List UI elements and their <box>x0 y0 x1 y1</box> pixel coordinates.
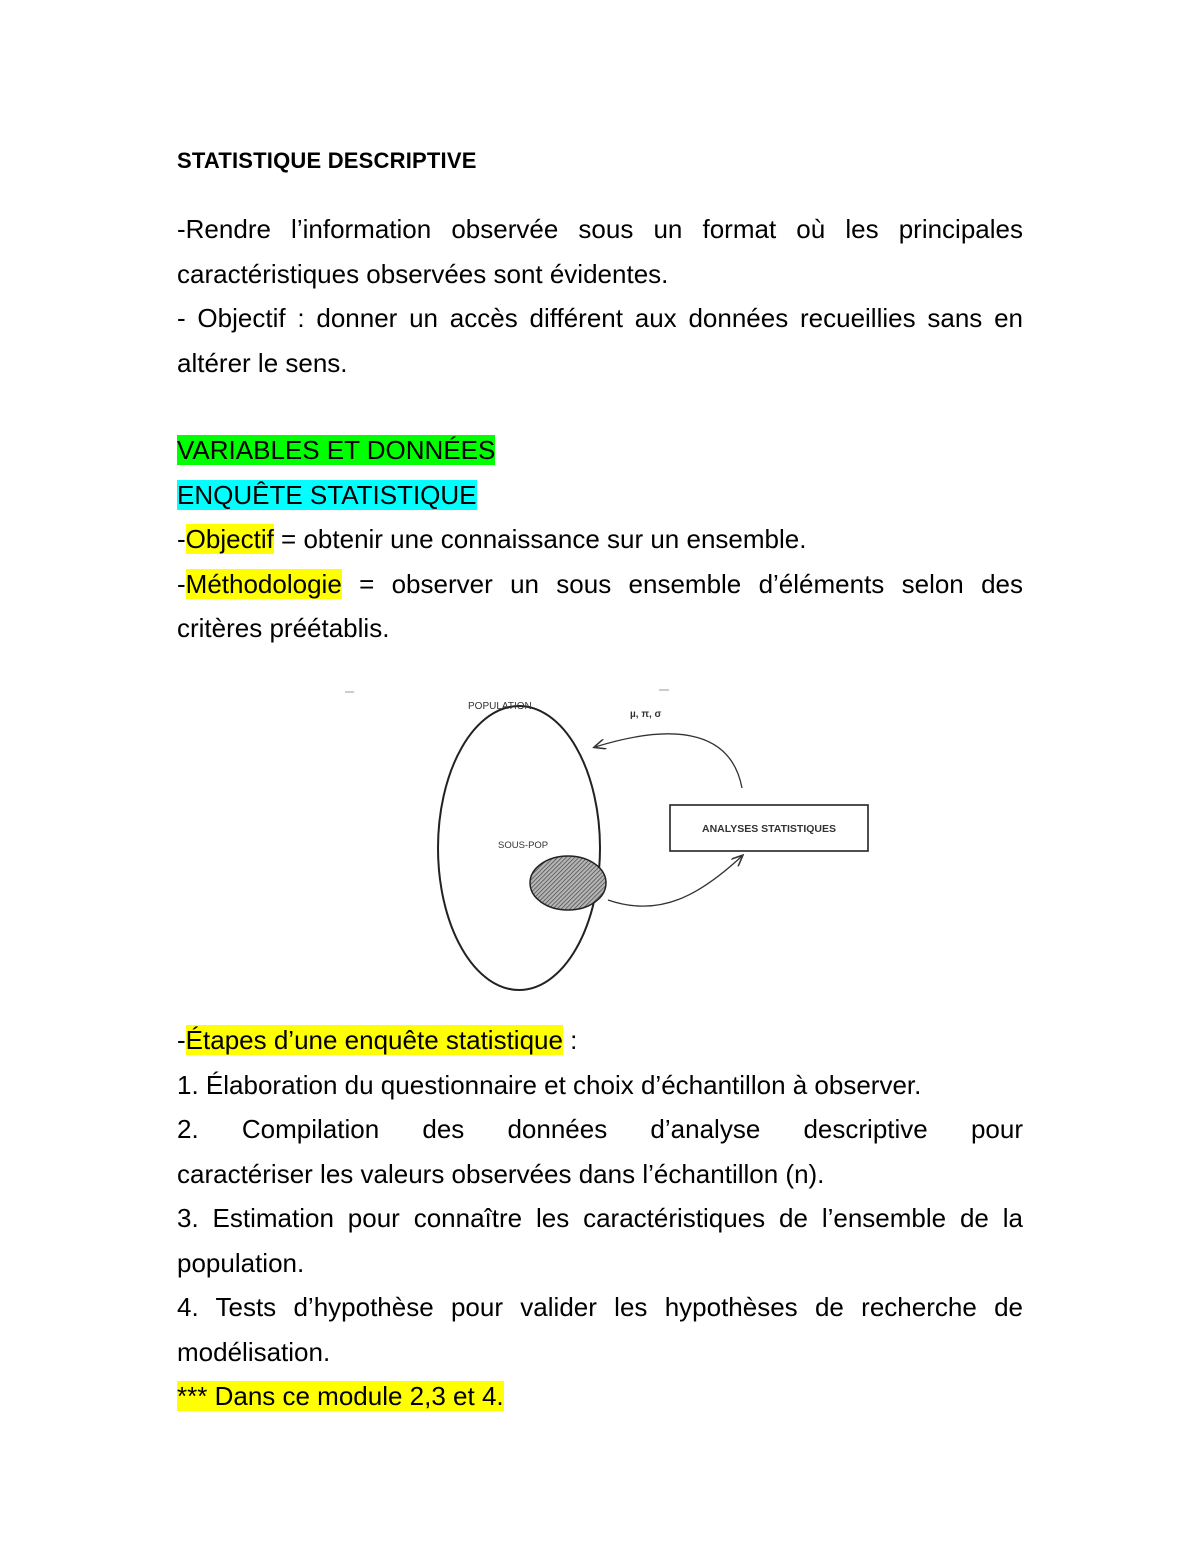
step-1: 1. Élaboration du questionnaire et choix d’échantillon à observer. <box>177 1069 922 1100</box>
step-2-word: pour <box>970 1114 1023 1144</box>
steps-intro-suffix: : <box>562 1025 578 1055</box>
step-2-word: descriptive <box>803 1114 928 1144</box>
methodo-label: Méthodologie <box>185 568 342 599</box>
step-2-word: d’analyse <box>650 1114 761 1144</box>
arrow-to-analyses <box>608 856 742 906</box>
diagram-svg <box>340 680 880 1000</box>
step-2-word: 2. <box>177 1114 199 1144</box>
methodo-line <box>177 562 1023 651</box>
heading-enquete-text: ENQUÊTE STATISTIQUE <box>177 479 477 510</box>
intro-paragraph-2: - Objectif : donner un accès différent aux données recueillies sans en altérer le sens. <box>177 303 1023 378</box>
steps-intro-prefix: - <box>177 1025 186 1055</box>
steps-intro-label: Étapes d’une enquête statistique <box>185 1025 563 1055</box>
step-2-word: Compilation <box>241 1114 380 1144</box>
methodo-prefix: - <box>177 568 186 599</box>
subpop-label: SOUS-POP <box>498 840 549 851</box>
heading-variables <box>177 428 1023 473</box>
step-2-word: des <box>422 1114 465 1144</box>
step-2-first-line <box>177 1107 1023 1152</box>
intro-paragraph-1: -Rendre l’information observée sous un format où les principales caractéristiques observées sont évidentes. <box>177 214 1023 289</box>
arrow-to-population <box>595 734 742 788</box>
params-label: µ, π, σ <box>630 709 662 720</box>
steps-block <box>177 1018 1023 1419</box>
intro-block <box>177 207 1023 385</box>
population-label: POPULATION <box>468 701 532 712</box>
section-block <box>177 428 1023 651</box>
population-diagram <box>340 680 880 1000</box>
heading-enquete <box>177 473 1023 518</box>
analyses-label: ANALYSES STATISTIQUES <box>702 823 836 835</box>
heading-variables-text: VARIABLES ET DONNÉES <box>177 435 496 465</box>
subpop-ellipse <box>530 856 606 910</box>
methodo-text: = observer un sous ensemble d’éléments selon des critères préétablis. <box>177 568 1023 643</box>
steps-intro <box>177 1018 1023 1063</box>
document-title: STATISTIQUE DESCRIPTIVE <box>177 148 477 173</box>
step-2-word: données <box>507 1114 608 1144</box>
objectif-line <box>177 517 1023 562</box>
step-3: 3. Estimation pour connaître les caractéristiques de l’ensemble de la population. <box>177 1203 1023 1278</box>
objectif-prefix: - <box>177 524 186 554</box>
step-2-continuation: caractériser les valeurs observées dans l’échantillon (n). <box>177 1158 825 1189</box>
step-4: 4. Tests d’hypothèse pour valider les hypothèses de recherche de modélisation. <box>177 1292 1023 1367</box>
objectif-text: = obtenir une connaissance sur un ensemble. <box>273 524 807 554</box>
module-note <box>177 1374 1023 1419</box>
module-note-text: *** Dans ce module 2,3 et 4. <box>177 1381 504 1411</box>
objectif-label: Objectif <box>185 524 274 554</box>
